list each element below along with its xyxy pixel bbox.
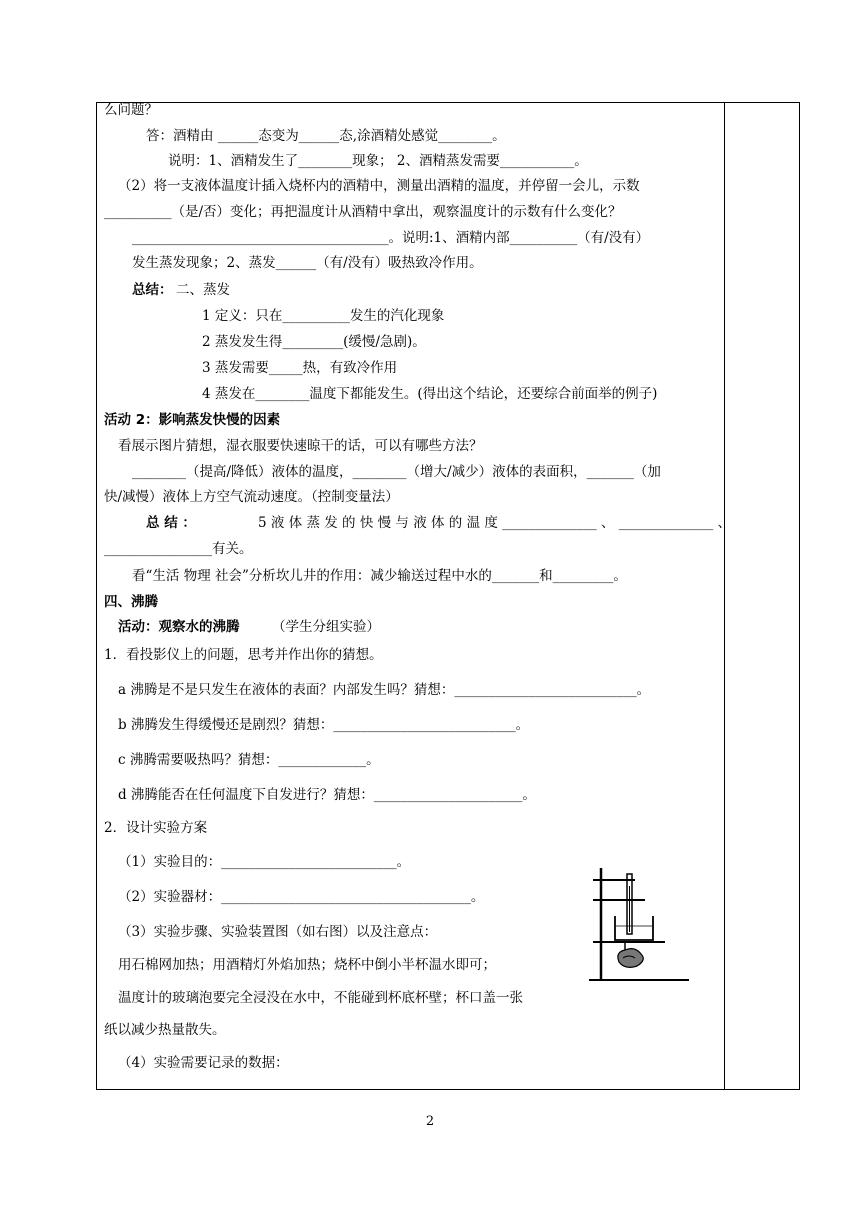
text-line: 温度计的玻璃泡要完全浸没在水中，不能碰到杯底杯壁；杯口盖一张	[118, 990, 523, 1006]
text-line: __________（是/否）变化；再把温度计从酒精中拿出，观察温度计的示数有什么变化？	[104, 204, 622, 220]
text-line: ______________________________________。说明:1、酒精内部__________（有/没有）	[132, 230, 650, 246]
text-line: ________（提高/降低）液体的温度，________（增大/减少）液体的表面积，_______（加	[132, 464, 661, 480]
text-line: 答：酒精由 ______态变为______态,涂酒精处感觉________。	[146, 128, 506, 144]
boiling-apparatus-figure	[585, 858, 693, 984]
text-line: 2 蒸发发生得_________(缓慢/急剧)。	[202, 334, 426, 350]
heading-line: 活动：观察水的沸腾	[118, 619, 240, 635]
text-line: 发生蒸发现象；2、蒸发______（有/没有）吸热致冷作用。	[132, 255, 483, 271]
text-line: ________________有关。	[104, 541, 253, 557]
text-line: （2）将一支液体温度计插入烧杯内的酒精中，测量出酒精的温度，并停留一会儿，示数	[118, 178, 640, 194]
heading-line: 总结：	[132, 282, 173, 298]
page-number: 2	[425, 1114, 435, 1129]
text-line: 么问题？	[104, 102, 158, 118]
text-line: 5 液 体 蒸 发 的 快 慢 与 液 体 的 温 度 ______________ 、 ______________ 、	[258, 515, 732, 531]
text-line: 1 定义：只在__________发生的汽化现象	[202, 308, 445, 324]
text-line: 用石棉网加热；用酒精灯外焰加热；烧杯中倒小半杯温水即可；	[118, 957, 496, 973]
text-line: （2）实验器材：_____________________________________。	[118, 889, 485, 905]
text-line: c 沸腾需要吸热吗？猜想：_____________。	[118, 752, 380, 768]
text-line: 看“生活 物理 社会”分析坎儿井的作用：减少输送过程中水的_______和_________。	[132, 568, 627, 584]
text-line: b 沸腾发生得缓慢还是剧烈？猜想：___________________________。	[118, 717, 530, 733]
text-line: 快/减慢）液体上方空气流动速度。（控制变量法）	[104, 489, 399, 505]
text-line: （3）实验步骤、实验装置图（如右图）以及注意点：	[118, 924, 438, 940]
heading-line: 活动 2：影响蒸发快慢的因素	[104, 412, 281, 428]
text-line: 说明：1、酒精发生了________现象； 2、酒精蒸发需要___________。	[168, 153, 588, 169]
text-line: 2．设计实验方案	[104, 820, 208, 836]
text-line: 纸以减少热量散失。	[104, 1022, 226, 1038]
text-line: 4 蒸发在________温度下都能发生。(得出这个结论，还要综合前面举的例子)	[202, 386, 658, 402]
table-side-column	[724, 102, 725, 1090]
text-line: d 沸腾能否在任何温度下自发进行？猜想：______________________。	[118, 787, 536, 803]
text-line: 1．看投影仪上的问题，思考并作出你的猜想。	[104, 647, 383, 663]
text-line: （1）实验目的：__________________________。	[118, 854, 411, 870]
heading-line: 四、沸腾	[104, 594, 158, 610]
heading-line: 总 结 ：	[146, 515, 196, 531]
text-line: （4）实验需要记录的数据：	[118, 1055, 289, 1071]
text-line: 二、蒸发	[176, 282, 230, 298]
text-line: 3 蒸发需要_____热，有致冷作用	[202, 360, 398, 376]
text-line: a 沸腾是不是只发生在液体的表面？内部发生吗？猜想：___________________________。	[118, 682, 651, 698]
text-line: 看展示图片猜想，湿衣服要快速晾干的话，可以有哪些方法？	[118, 438, 483, 454]
text-line: （学生分组实验）	[272, 619, 380, 635]
